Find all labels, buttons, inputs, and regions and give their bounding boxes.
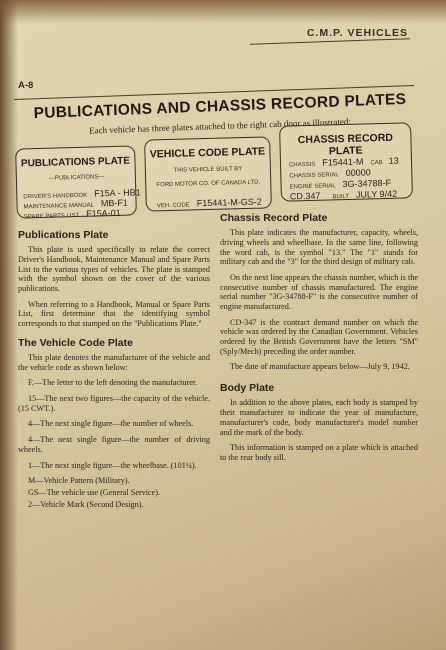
list-item: M—Vehicle Pattern (Military).	[28, 476, 130, 486]
page-title: PUBLICATIONS AND CHASSIS RECORD PLATES	[33, 90, 407, 123]
list-item: GS—The vehicle use (General Service).	[28, 487, 161, 497]
running-header: C.M.P. VEHICLES	[306, 27, 408, 39]
list-item: F.—The letter to the left denoting the manufacturer.	[28, 378, 198, 388]
vehicle-code-row: VEH. CODE F15441-M-GS-2	[156, 196, 262, 210]
paragraph: When referring to a Handbook, Manual or Spare Parts List, first determine that the identifying symbol corresponds to that stamped on the "Publications Plate."	[18, 299, 210, 329]
list-item: 2—Vehicle Mark (Second Design).	[28, 499, 144, 509]
list-item: 15—The next two figures—the capacity of the vehicle. (15 CWT.).	[18, 394, 210, 413]
binding-shadow	[0, 0, 18, 650]
plate-row: MAINTENANCE MANUAL MB-F1	[23, 197, 129, 211]
chassis-plate-title: CHASSIS RECORD PLATE	[297, 131, 394, 158]
page-top-shadow	[0, 0, 446, 24]
vehicle-code-plate-heading: The Vehicle Code Plate	[18, 336, 133, 349]
paragraph: The date of manufacture appears below—July 9, 1942.	[230, 362, 410, 372]
publications-caption: —PUBLICATIONS—	[48, 174, 105, 182]
chassis-record-plate-heading: Chassis Record Plate	[220, 212, 328, 224]
page-number: A-8	[18, 80, 34, 91]
list-item: 4—The next single figure—the number of wheels.	[28, 419, 194, 429]
paragraph: This plate denotes the manufacturer of the vehicle and the vehicle code as shown below:	[18, 353, 210, 372]
vehicle-code-line1: THIS VEHICLE BUILT BY	[173, 166, 243, 174]
vehicle-code-line2: FORD MOTOR CO. OF CANADA LTD.	[156, 179, 261, 189]
paragraph: CD-347 is the contract demand number on which the vehicle was ordered by the Canadian Government. Vehicles ordered by the British Government have the letters "SM" (Sply/Mech) preceding the order number.	[220, 317, 418, 356]
plate-row: CD.347 BUILT JULY 9/42	[289, 188, 398, 202]
left-column	[18, 229, 210, 511]
plate-row: CHASSIS F15441-M CAB 13	[288, 155, 399, 169]
paragraph: This plate is used specifically to relate the correct Driver's Handbook, Maintenance Manual and Spare Parts List to the various types of vehicles. The plate is stamped with the symbol shown on the cover of the various publications.	[18, 245, 210, 294]
publications-plate	[15, 145, 141, 221]
list-item: 4—The next single figure—the number of driving wheels.	[18, 435, 210, 454]
list-item: 1—The next single figure—the wheelbase. (101¼).	[28, 460, 197, 470]
chassis-record-plate	[279, 122, 413, 201]
paragraph: In addition to the above plates, each body is stamped by their manufacturer to indicate the year of manufacture, manufacturer's code, body manufacturer's model number and the mark of the body.	[220, 398, 418, 437]
plate-row: SPARE PARTS LIST F15A-01	[23, 207, 121, 221]
body-plate-heading: Body Plate	[220, 382, 275, 395]
header-rule	[250, 38, 410, 45]
plate-row: ENGINE SERIAL 3G-34788-F	[289, 177, 392, 191]
publications-plate-heading: Publications Plate	[18, 229, 109, 241]
publications-plate-title: PUBLICATIONS PLATE	[20, 155, 131, 170]
right-column	[220, 212, 418, 469]
plate-row: CHASSIS SERIAL 00000	[289, 167, 371, 180]
vehicle-code-plate	[144, 136, 272, 211]
paragraph: This plate indicates the manufacturer, capacity, wheels, driving wheels and wheelbase. In the same line, following the word cab, is the symbol "13." The "1" stands for military cab and the "3" for the third design of military cab.	[220, 228, 418, 267]
paragraph: On the next line appears the chassis number, which is the consecutive number of chassis manufactured. The engine serial number "3G-34788-F" is the consecutive number of engine manufactured.	[220, 273, 418, 312]
vehicle-code-plate-title: VEHICLE CODE PLATE	[149, 145, 266, 161]
plate-row: DRIVER'S HANDBOOK F15A - HB1	[23, 187, 141, 201]
page-subtitle: Each vehicle has three plates attached to the right cab door as illustrated:	[88, 116, 352, 136]
paragraph: This information is stamped on a plate which is attached to the rear body sill.	[220, 443, 418, 462]
